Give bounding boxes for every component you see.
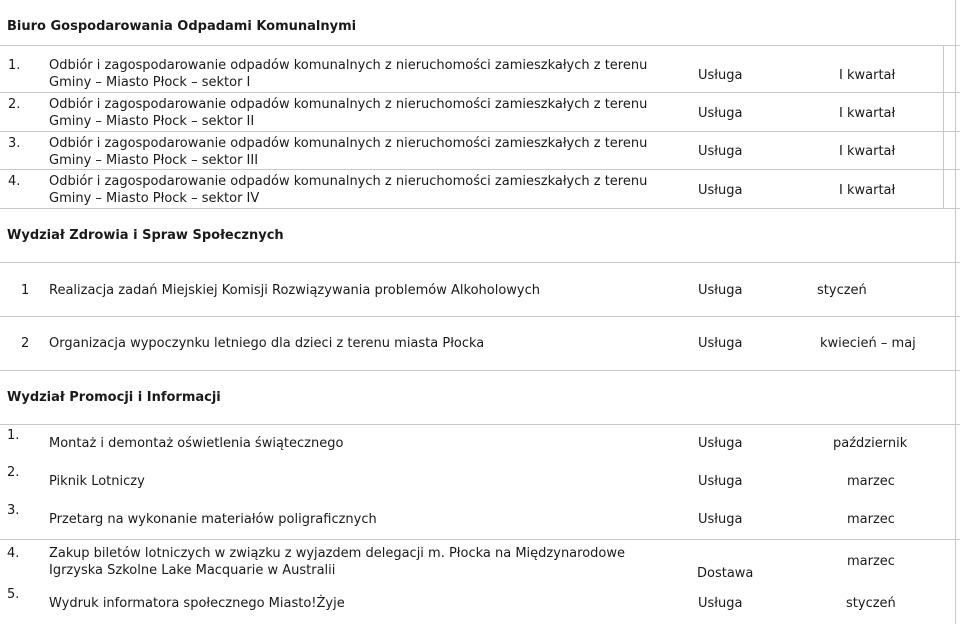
row-type: Usługa [698, 596, 743, 611]
row-date: I kwartał [839, 183, 896, 198]
row-date: styczeń [817, 283, 867, 298]
row-description: Odbiór i zagospodarowanie odpadów komunalnych z nieruchomości zamieszkałych z terenu [49, 174, 648, 189]
row-description: Odbiór i zagospodarowanie odpadów komunalnych z nieruchomości zamieszkałych z terenu [49, 58, 648, 73]
row-date: styczeń [846, 596, 896, 611]
row-type: Usługa [698, 106, 743, 121]
row-divider [0, 316, 960, 317]
row-description: Zakup biletów lotniczych w związku z wyjazdem delegacji m. Płocka na Międzynarodowe [49, 546, 625, 561]
row-number: 1. [7, 428, 20, 443]
row-type: Usługa [698, 183, 743, 198]
row-divider [0, 131, 960, 132]
row-type: Usługa [698, 68, 743, 83]
row-divider [0, 424, 960, 425]
row-number: 2 [21, 336, 30, 351]
row-description: Odbiór i zagospodarowanie odpadów komunalnych z nieruchomości zamieszkałych z terenu [49, 97, 648, 112]
row-description-cont: Gminy – Miasto Płock – sektor II [49, 114, 255, 129]
row-type: Usługa [698, 474, 743, 489]
row-type: Dostawa [697, 566, 754, 581]
section-title: Wydział Promocji i Informacji [7, 390, 221, 405]
row-type: Usługa [698, 512, 743, 527]
row-number: 5. [7, 587, 20, 602]
row-divider [0, 539, 960, 540]
row-date: październik [833, 436, 908, 451]
row-description: Piknik Lotniczy [49, 474, 145, 489]
row-date: marzec [847, 512, 895, 527]
row-divider [0, 370, 960, 371]
row-divider [0, 208, 960, 209]
column-divider [943, 45, 944, 208]
row-divider [0, 92, 960, 93]
row-type: Usługa [698, 144, 743, 159]
row-description-cont: Igrzyska Szkolne Lake Macquarie w Australii [49, 563, 336, 578]
row-type: Usługa [698, 436, 743, 451]
row-number: 4. [7, 546, 20, 561]
row-type: Usługa [698, 283, 743, 298]
row-date: I kwartał [839, 144, 896, 159]
row-description-cont: Gminy – Miasto Płock – sektor IV [49, 191, 260, 206]
row-description-cont: Gminy – Miasto Płock – sektor I [49, 75, 251, 90]
row-description: Montaż i demontaż oświetlenia świątecznego [49, 436, 344, 451]
row-description: Odbiór i zagospodarowanie odpadów komunalnych z nieruchomości zamieszkałych z terenu [49, 136, 648, 151]
row-date: I kwartał [839, 106, 896, 121]
row-number: 3. [8, 136, 21, 151]
column-divider [955, 0, 956, 624]
section-title: Biuro Gospodarowania Odpadami Komunalnymi [7, 19, 357, 34]
row-description: Wydruk informatora społecznego Miasto!Żyje [49, 596, 345, 611]
row-date: marzec [847, 554, 895, 569]
row-description-cont: Gminy – Miasto Płock – sektor III [49, 153, 259, 168]
row-divider [0, 169, 960, 170]
row-number: 4. [8, 174, 21, 189]
row-date: marzec [847, 474, 895, 489]
row-divider [0, 262, 960, 263]
row-number: 2. [8, 97, 21, 112]
row-number: 2. [7, 465, 20, 480]
row-date: kwiecień – maj [820, 336, 916, 351]
row-date: I kwartał [839, 68, 896, 83]
row-type: Usługa [698, 336, 743, 351]
row-description: Realizacja zadań Miejskiej Komisji Rozwiązywania problemów Alkoholowych [49, 283, 540, 298]
section-title: Wydział Zdrowia i Spraw Społecznych [7, 228, 284, 243]
row-number: 1. [8, 58, 21, 73]
row-description: Przetarg na wykonanie materiałów poligraficznych [49, 512, 377, 527]
row-number: 3. [7, 503, 20, 518]
row-divider [0, 45, 960, 46]
row-description: Organizacja wypoczynku letniego dla dzieci z terenu miasta Płocka [49, 336, 485, 351]
row-number: 1 [21, 283, 30, 298]
